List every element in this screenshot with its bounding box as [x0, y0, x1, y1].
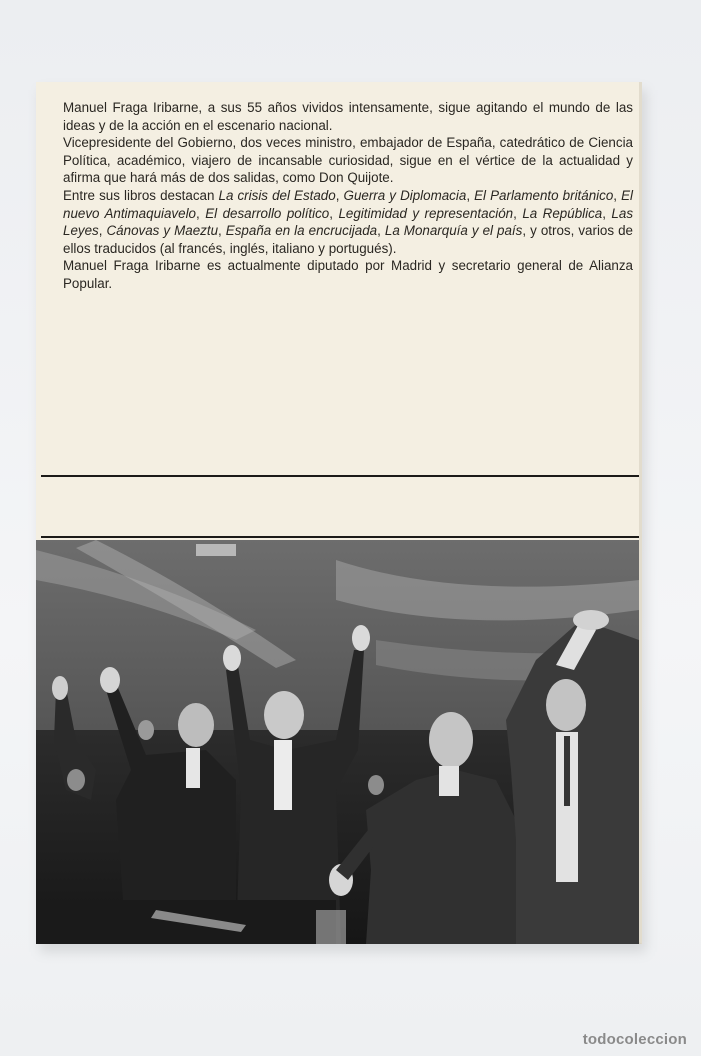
divider-line-bottom — [41, 536, 639, 538]
watermark-text: todocoleccion — [582, 1031, 687, 1048]
book-title: Cánovas y Maeztu — [106, 223, 219, 239]
book-title: La República — [522, 205, 603, 221]
biography-text — [63, 99, 633, 293]
book-title: La Monarquía y el país — [384, 223, 523, 239]
book-title: El Parlamento británico — [474, 187, 614, 203]
book-title: Guerra y Diplomacia — [343, 187, 467, 203]
book-title: Las Leyes — [63, 205, 634, 239]
book-title: El nuevo Antimaquiavelo — [63, 187, 634, 221]
bio-paragraph-1: Manuel Fraga Iribarne, a sus 55 años vividos intensamente, sigue agitando el mundo de las ideas y de la acción en el escenario nacional. — [63, 100, 633, 133]
bio-paragraph-3: Entre sus libros destacan La crisis del Estado, Guerra y Diplomacia, El Parlamento británico, El nuevo Antimaquiavelo, El desarrollo político, Legitimidad y representación, La República, Las Leyes, Cánovas y Maeztu, España en la encrucijada, La Monarquía y el país, y otros, varios de ellos traducidos (al francés, inglés, italiano y portugués). — [63, 187, 634, 256]
bio-paragraph-2: Vicepresidente del Gobierno, dos veces ministro, embajador de España, catedrático de Ciencia Política, académico, viajero de incansable curiosidad, sigue en el vértice de la actualidad y afirma que hará más de dos salidas, como Don Quijote. — [63, 135, 633, 186]
book-title: El desarrollo político — [205, 205, 330, 221]
bio-paragraph-4: Manuel Fraga Iribarne es actualmente diputado por Madrid y secretario general de Alianza Popular. — [63, 258, 633, 291]
bio-books-intro: Entre sus libros destacan — [63, 187, 219, 203]
cover-photograph — [36, 540, 639, 944]
divider-line-top — [41, 475, 639, 477]
book-title: La crisis del Estado — [218, 187, 336, 203]
book-title: Legitimidad y representación — [338, 205, 514, 221]
book-title: España en la encrucijada — [225, 223, 378, 239]
bio-books-outro: , y otros, varios de ellos traducidos (al francés, inglés, italiano y portugués). — [63, 223, 633, 256]
book-back-cover — [36, 82, 642, 944]
